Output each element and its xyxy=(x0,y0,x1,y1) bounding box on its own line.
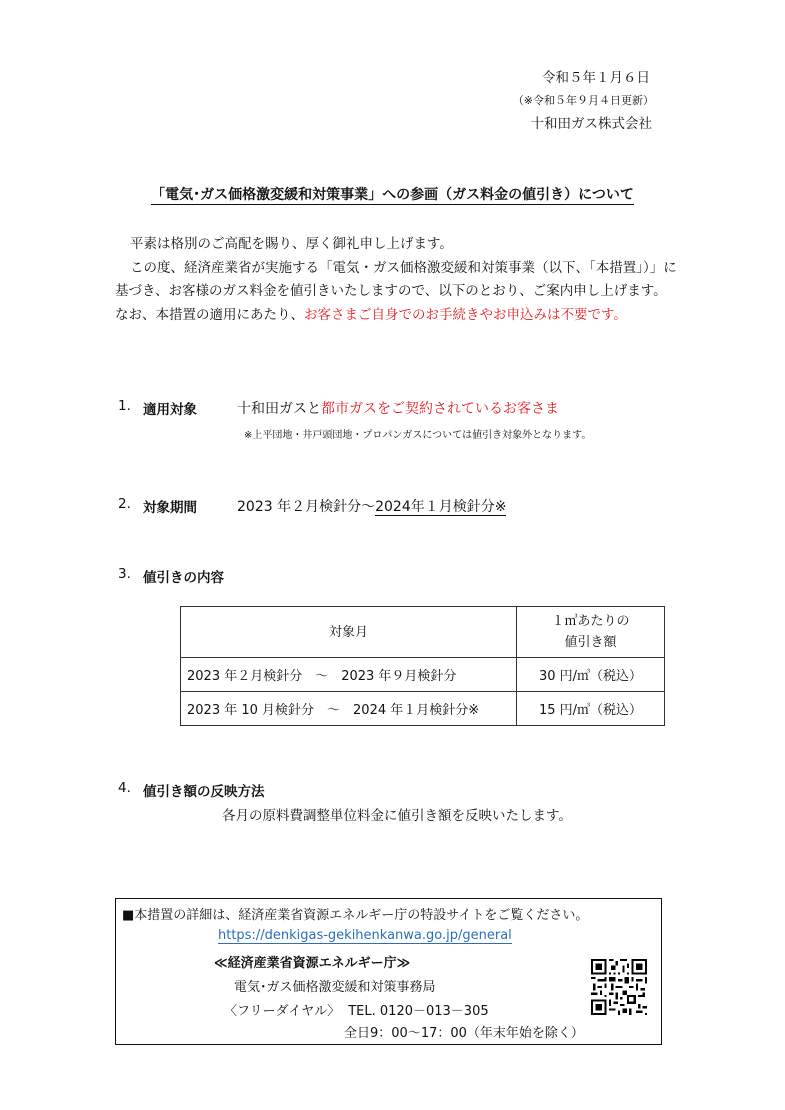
section3-label: 値引きの内容 xyxy=(143,570,224,586)
discount-table xyxy=(180,606,665,726)
table-cell-price: 30 円/㎥（税込） xyxy=(517,658,665,692)
section2-label: 対象期間 xyxy=(143,500,197,516)
section1-note: ※上平団地・井戸頭団地・プロパンガスについては値引き対象外となります。 xyxy=(244,430,592,441)
intro-body-text: この度、経済産業省が実施する「電気・ガス価格激変緩和対策事業（以下、「本措置」）」に基づき、お客様のガス料金を値引きいたしますので、以下のとおり、ご案内申し上げます。なお、本措置の適用にあたり、 xyxy=(115,259,677,323)
table-cell-period: 2023 年２月検針分 ～ 2023 年９月検針分 xyxy=(181,658,517,692)
table-header-row xyxy=(181,607,665,658)
section1-target-company: 十和田ガスと xyxy=(237,401,321,417)
updated-date: （※令和５年９月４日更新） xyxy=(512,94,654,107)
document-title xyxy=(0,184,785,204)
section3-number: 3. xyxy=(118,566,131,582)
info-hours: 全日9：00～17：00（年末年始を除く） xyxy=(344,1026,584,1041)
table-header-discount xyxy=(517,607,665,658)
info-dial-label: 〈フリーダイヤル〉 xyxy=(224,1004,341,1019)
info-box xyxy=(115,898,662,1045)
document-title-text: 「電気･ガス価格激変緩和対策事業」への参画（ガス料金の値引き）について xyxy=(151,187,634,203)
document-date: 令和５年１月６日 xyxy=(542,70,650,86)
section4-label: 値引き額の反映方法 xyxy=(143,784,265,800)
info-org: ≪経済産業省資源エネルギー庁≫ xyxy=(214,956,411,971)
table-header-discount-line2: 値引き額 xyxy=(564,635,617,650)
table-cell-price: 15 円/㎥（税込） xyxy=(517,692,665,726)
section2-period xyxy=(237,496,506,516)
section2-period-end: 2024年１月検針分※ xyxy=(375,499,507,515)
info-phone xyxy=(224,1000,489,1019)
info-office: 電気･ガス価格激変緩和対策事務局 xyxy=(234,980,436,995)
section2-number: 2. xyxy=(118,496,131,512)
info-url[interactable] xyxy=(218,928,512,943)
section4-number: 4. xyxy=(118,780,131,796)
section4-text: 各月の原料費調整単位料金に値引き額を反映いたします。 xyxy=(222,808,572,824)
section1-target xyxy=(237,398,559,418)
section1-label: 適用対象 xyxy=(143,402,197,418)
company-name: 十和田ガス株式会社 xyxy=(530,116,652,132)
intro-paragraph xyxy=(115,233,680,327)
table-row xyxy=(181,658,665,692)
info-heading: ■本措置の詳細は、経済産業省資源エネルギー庁の特設サイトをご覧ください。 xyxy=(122,908,589,923)
table-row xyxy=(181,692,665,726)
intro-notice-red: お客さまご自身でのお手続きやお申込みは不要です。 xyxy=(304,306,627,323)
table-header-period: 対象月 xyxy=(181,607,517,658)
section2-period-start: 2023 年２月検針分～ xyxy=(237,499,376,515)
info-url-link[interactable]: https://denkigas-gekihenkanwa.go.jp/general xyxy=(218,928,512,943)
qr-code-icon xyxy=(591,959,647,1015)
intro-greeting: 平素は格別のご高配を賜り、厚く御礼申し上げます。 xyxy=(130,236,453,252)
section1-target-customers: 都市ガスをご契約されているお客さま xyxy=(321,401,559,417)
table-cell-period: 2023 年 10 月検針分 ～ 2024 年１月検針分※ xyxy=(181,692,517,726)
section1-number: 1. xyxy=(118,398,131,414)
table-header-discount-line1: １㎥あたりの xyxy=(551,614,630,629)
info-tel: TEL. 0120－013－305 xyxy=(348,1004,489,1019)
intro-body xyxy=(115,257,680,328)
